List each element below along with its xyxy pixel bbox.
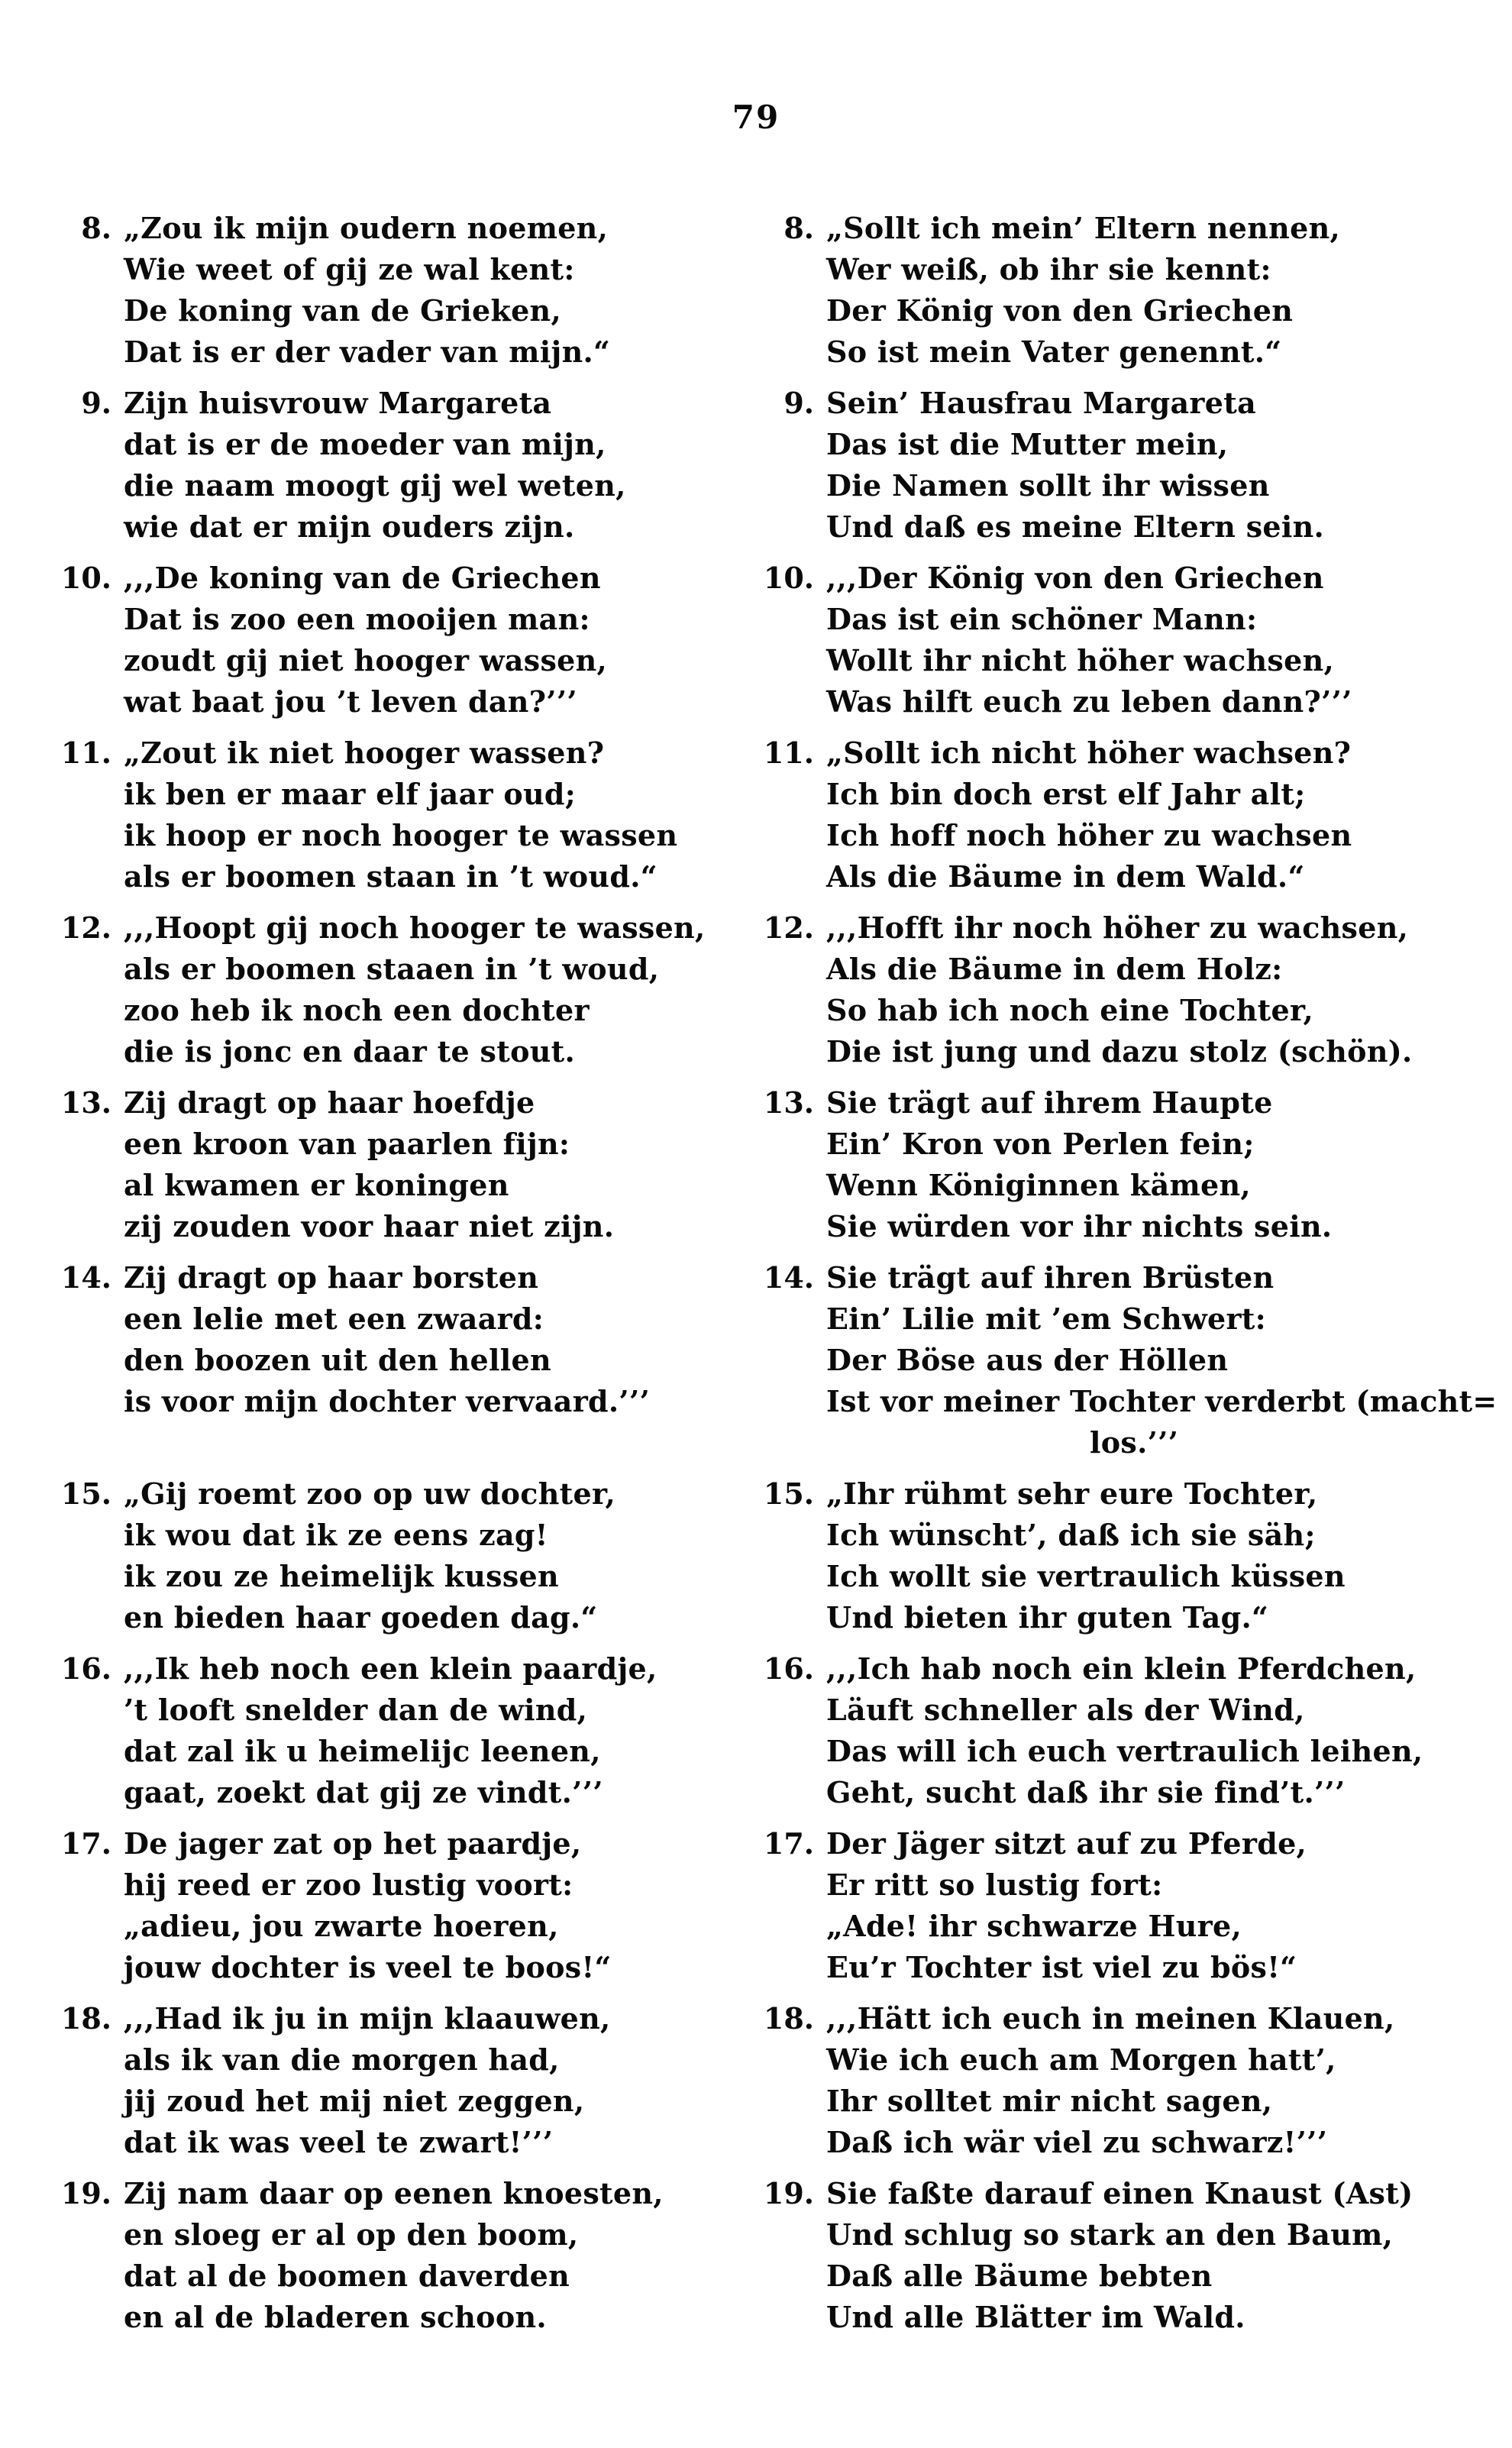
verse-line: Zijn huisvrouw Margareta xyxy=(124,386,552,420)
stanza-row-18 xyxy=(0,1998,1512,2163)
page-number: 79 xyxy=(732,99,780,136)
stanza-14-dutch xyxy=(0,1257,756,1422)
verse-line: wat baat jou ’t leven dan?’’’ xyxy=(124,684,577,719)
verse-line: ,,,Hätt ich euch in meinen Klauen, xyxy=(826,2001,1395,2036)
verse-line: Und bieten ihr guten Tag.“ xyxy=(826,1600,1269,1635)
stanza-18-german xyxy=(756,1998,1512,2163)
stanza-10-german xyxy=(756,558,1512,723)
verse-line: Als die Bäume in dem Holz: xyxy=(826,952,1283,986)
verse-line: Sie trägt auf ihrem Haupte xyxy=(826,1085,1273,1120)
verse-line: dat al de boomen daverden xyxy=(124,2259,570,2293)
verse-lines xyxy=(124,383,756,548)
verse-line: Ich bin doch erst elf Jahr alt; xyxy=(826,777,1306,811)
stanza-15-german xyxy=(756,1473,1512,1638)
stanza-19-dutch xyxy=(0,2173,756,2338)
verse-line: ,,,Had ik ju in mijn klaauwen, xyxy=(124,2001,611,2036)
verse-line: zij zouden voor haar niet zijn. xyxy=(124,1209,615,1243)
verse-lines xyxy=(826,1257,1512,1463)
verse-line: Als die Bäume in dem Wald.“ xyxy=(826,859,1305,894)
verse-line: Eu’r Tochter ist viel zu bös!“ xyxy=(826,1950,1297,1984)
stanza-8-dutch xyxy=(0,208,756,373)
verse-line: De koning van de Grieken, xyxy=(124,293,562,328)
stanza-row-14 xyxy=(0,1257,1512,1463)
verse-lines xyxy=(826,1648,1512,1813)
verse-line: ,,,Ich hab noch ein klein Pferdchen, xyxy=(826,1651,1417,1686)
verse-line: een kroon van paarlen fijn: xyxy=(124,1127,570,1161)
stanza-number: 17. xyxy=(60,1826,111,1861)
stanza-10-dutch xyxy=(0,558,756,723)
stanza-row-12 xyxy=(0,907,1512,1072)
stanza-13-dutch xyxy=(0,1082,756,1247)
verse-line: wie dat er mijn ouders zijn. xyxy=(124,509,575,544)
verse-line: ik zou ze heimelijk kussen xyxy=(124,1559,559,1593)
verse-line: jij zoud het mij niet zeggen, xyxy=(124,2084,585,2118)
verse-line: Ich hoff noch höher zu wachsen xyxy=(826,818,1352,852)
verse-line: en bieden haar goeden dag.“ xyxy=(124,1600,598,1635)
stanza-number: 9. xyxy=(81,386,111,420)
stanza-9-dutch xyxy=(0,383,756,548)
stanza-number: 14. xyxy=(763,1260,814,1295)
verse-line: Ist vor meiner Tochter verderbt (macht= xyxy=(826,1384,1497,1418)
verse-lines xyxy=(124,1648,756,1813)
verse-lines xyxy=(826,732,1512,897)
verse-line: Das ist ein schöner Mann: xyxy=(826,602,1258,636)
verse-line: Sie trägt auf ihren Brüsten xyxy=(826,1260,1275,1295)
verse-lines xyxy=(124,1257,756,1422)
verse-line: en sloeg er al op den boom, xyxy=(124,2217,579,2252)
verse-line: ik wou dat ik ze eens zag! xyxy=(124,1518,548,1552)
stanza-number: 8. xyxy=(783,211,814,245)
verse-line: Zij dragt op haar hoefdje xyxy=(124,1085,535,1120)
verse-line: Wie weet of gij ze wal kent: xyxy=(124,252,575,286)
stanza-16-german xyxy=(756,1648,1512,1813)
verse-lines xyxy=(124,1998,756,2163)
verse-line: hij reed er zoo lustig voort: xyxy=(124,1868,573,1902)
verse-line: dat is er de moeder van mijn, xyxy=(124,427,606,461)
stanza-number: 10. xyxy=(763,561,814,595)
verse-line: So hab ich noch eine Tochter, xyxy=(826,993,1314,1027)
verse-line: Wer weiß, ob ihr sie kennt: xyxy=(826,252,1271,286)
verse-line: Wollt ihr nicht höher wachsen, xyxy=(826,643,1335,677)
stanza-row-8 xyxy=(0,208,1512,373)
verse-line: „Zout ik niet hooger wassen? xyxy=(124,736,605,770)
stanza-row-9 xyxy=(0,383,1512,548)
verse-line: Das will ich euch vertraulich leihen, xyxy=(826,1734,1423,1768)
verse-line: zoudt gij niet hooger wassen, xyxy=(124,643,608,677)
stanza-number: 19. xyxy=(60,2176,111,2210)
verse-line: Ihr solltet mir nicht sagen, xyxy=(826,2084,1273,2118)
stanza-18-dutch xyxy=(0,1998,756,2163)
verse-line: ,,,Ik heb noch een klein paardje, xyxy=(124,1651,657,1686)
verse-lines xyxy=(826,208,1512,373)
verse-line: Daß ich wär viel zu schwarz!’’’ xyxy=(826,2125,1328,2159)
verse-lines xyxy=(826,2173,1512,2338)
verse-line: ,,,Hofft ihr noch höher zu wachsen, xyxy=(826,910,1409,945)
verse-line: ,,,De koning van de Griechen xyxy=(124,561,601,595)
stanza-14-german xyxy=(756,1257,1512,1463)
verse-line: ’t looft snelder dan de wind, xyxy=(124,1693,588,1727)
stanza-17-dutch xyxy=(0,1823,756,1988)
verse-line: Der Jäger sitzt auf zu Pferde, xyxy=(826,1826,1307,1861)
stanza-number: 17. xyxy=(763,1826,814,1861)
verse-lines xyxy=(124,1473,756,1638)
verse-lines xyxy=(826,1823,1512,1988)
verse-lines xyxy=(124,1082,756,1247)
verse-line: „Sollt ich nicht höher wachsen? xyxy=(826,736,1352,770)
verse-line: Er ritt so lustig fort: xyxy=(826,1868,1163,1902)
verse-line: „adieu, jou zwarte hoeren, xyxy=(124,1909,559,1943)
verse-lines xyxy=(124,1823,756,1988)
verse-line: ik hoop er noch hooger te wassen xyxy=(124,818,678,852)
stanza-number: 16. xyxy=(60,1651,111,1686)
stanza-row-11 xyxy=(0,732,1512,897)
verse-line: Die ist jung und dazu stolz (schön). xyxy=(826,1034,1413,1069)
verse-line: Und alle Blätter im Wald. xyxy=(826,2300,1245,2334)
verse-line: jouw dochter is veel te boos!“ xyxy=(124,1950,612,1984)
stanza-row-16 xyxy=(0,1648,1512,1813)
verse-line: Zij dragt op haar borsten xyxy=(124,1260,539,1295)
verse-line-hanging: los.’’’ xyxy=(1090,1425,1179,1460)
stanza-row-10 xyxy=(0,558,1512,723)
verse-line: Die Namen sollt ihr wissen xyxy=(826,468,1270,503)
verse-line: Der Böse aus der Höllen xyxy=(826,1343,1229,1377)
stanza-row-17 xyxy=(0,1823,1512,1988)
stanza-number: 9. xyxy=(783,386,814,420)
verse-line: ik ben er maar elf jaar oud; xyxy=(124,777,577,811)
stanza-row-19 xyxy=(0,2173,1512,2338)
verse-line: ,,,Hoopt gij noch hooger te wassen, xyxy=(124,910,706,945)
verse-line: Und schlug so stark an den Baum, xyxy=(826,2217,1394,2252)
stanza-number: 18. xyxy=(763,2001,814,2036)
stanza-row-13 xyxy=(0,1082,1512,1247)
stanza-number: 15. xyxy=(763,1476,814,1511)
verse-line: als er boomen staan in ’t woud.“ xyxy=(124,859,657,894)
verse-lines xyxy=(826,1082,1512,1247)
verse-lines xyxy=(124,907,756,1072)
verse-lines xyxy=(826,1473,1512,1638)
verse-line: So ist mein Vater genennt.“ xyxy=(826,335,1282,369)
stanza-number: 11. xyxy=(60,736,111,770)
stanza-16-dutch xyxy=(0,1648,756,1813)
stanza-number: 16. xyxy=(763,1651,814,1686)
verse-line: als ik van die morgen had, xyxy=(124,2042,560,2077)
verse-line: Sie faßte darauf einen Knaust (Ast) xyxy=(826,2176,1413,2210)
verse-lines xyxy=(826,907,1512,1072)
verse-line: „Zou ik mijn oudern noemen, xyxy=(124,211,609,245)
verse-line: Dat is er der vader van mijn.“ xyxy=(124,335,611,369)
stanza-11-dutch xyxy=(0,732,756,897)
verse-line: ,,,Der König von den Griechen xyxy=(826,561,1324,595)
verse-line: als er boomen staaen in ’t woud, xyxy=(124,952,660,986)
verse-line: „Gij roemt zoo op uw dochter, xyxy=(124,1476,616,1511)
stanza-17-german xyxy=(756,1823,1512,1988)
verse-lines xyxy=(826,1998,1512,2163)
stanza-number: 19. xyxy=(763,2176,814,2210)
stanza-row-15 xyxy=(0,1473,1512,1638)
verse-line: een lelie met een zwaard: xyxy=(124,1302,544,1336)
verse-line: De jager zat op het paardje, xyxy=(124,1826,582,1861)
verse-line: en al de bladeren schoon. xyxy=(124,2300,547,2334)
verse-lines xyxy=(124,732,756,897)
verse-line: dat ik was veel te zwart!’’’ xyxy=(124,2125,554,2159)
verse-line: Der König von den Griechen xyxy=(826,293,1294,328)
stanza-9-german xyxy=(756,383,1512,548)
verse-line: al kwamen er koningen xyxy=(124,1168,509,1202)
verse-line: Zij nam daar op eenen knoesten, xyxy=(124,2176,664,2210)
verse-line: Das ist die Mutter mein, xyxy=(826,427,1229,461)
stanza-11-german xyxy=(756,732,1512,897)
stanza-number: 13. xyxy=(60,1085,111,1120)
verse-line: den boozen uit den hellen xyxy=(124,1343,551,1377)
stanza-number: 11. xyxy=(763,736,814,770)
verse-lines xyxy=(124,2173,756,2338)
verse-line: die is jonc en daar te stout. xyxy=(124,1034,576,1069)
verse-line: Was hilft euch zu leben dann?’’’ xyxy=(826,684,1352,719)
verse-line: Und daß es meine Eltern sein. xyxy=(826,509,1325,544)
verse-line: Wenn Königinnen kämen, xyxy=(826,1168,1251,1202)
verse-line: „Ade! ihr schwarze Hure, xyxy=(826,1909,1242,1943)
stanza-13-german xyxy=(756,1082,1512,1247)
stanza-8-german xyxy=(756,208,1512,373)
verse-lines xyxy=(826,383,1512,548)
verse-line: Geht, sucht daß ihr sie find’t.’’’ xyxy=(826,1775,1346,1809)
stanza-number: 12. xyxy=(60,910,111,945)
stanza-list xyxy=(0,208,1512,2338)
verse-lines xyxy=(124,558,756,723)
verse-line: Ein’ Kron von Perlen fein; xyxy=(826,1127,1255,1161)
verse-line: Dat is zoo een mooijen man: xyxy=(124,602,590,636)
verse-line: „Ihr rühmt sehr eure Tochter, xyxy=(826,1476,1318,1511)
stanza-number: 12. xyxy=(763,910,814,945)
verse-line: is voor mijn dochter vervaard.’’’ xyxy=(124,1384,651,1418)
stanza-number: 15. xyxy=(60,1476,111,1511)
verse-line: Ein’ Lilie mit ’em Schwert: xyxy=(826,1302,1266,1336)
verse-line: Läuft schneller als der Wind, xyxy=(826,1693,1305,1727)
verse-line: zoo heb ik noch een dochter xyxy=(124,993,590,1027)
verse-lines xyxy=(124,208,756,373)
stanza-number: 8. xyxy=(81,211,111,245)
stanza-number: 13. xyxy=(763,1085,814,1120)
verse-line: Sein’ Hausfrau Margareta xyxy=(826,386,1257,420)
verse-line: die naam moogt gij wel weten, xyxy=(124,468,626,503)
stanza-number: 10. xyxy=(60,561,111,595)
verse-lines xyxy=(826,558,1512,723)
stanza-number: 18. xyxy=(60,2001,111,2036)
stanza-15-dutch xyxy=(0,1473,756,1638)
verse-line: Sie würden vor ihr nichts sein. xyxy=(826,1209,1333,1243)
stanza-19-german xyxy=(756,2173,1512,2338)
verse-line: „Sollt ich mein’ Eltern nennen, xyxy=(826,211,1341,245)
stanza-number: 14. xyxy=(60,1260,111,1295)
verse-line: Ich wünscht’, daß ich sie säh; xyxy=(826,1518,1316,1552)
verse-line: Wie ich euch am Morgen hatt’, xyxy=(826,2042,1336,2077)
verse-line: Ich wollt sie vertraulich küssen xyxy=(826,1559,1346,1593)
stanza-12-dutch xyxy=(0,907,756,1072)
stanza-12-german xyxy=(756,907,1512,1072)
verse-line: Daß alle Bäume bebten xyxy=(826,2259,1213,2293)
verse-line: gaat, zoekt dat gij ze vindt.’’’ xyxy=(124,1775,603,1809)
verse-line: dat zal ik u heimelijc leenen, xyxy=(124,1734,601,1768)
